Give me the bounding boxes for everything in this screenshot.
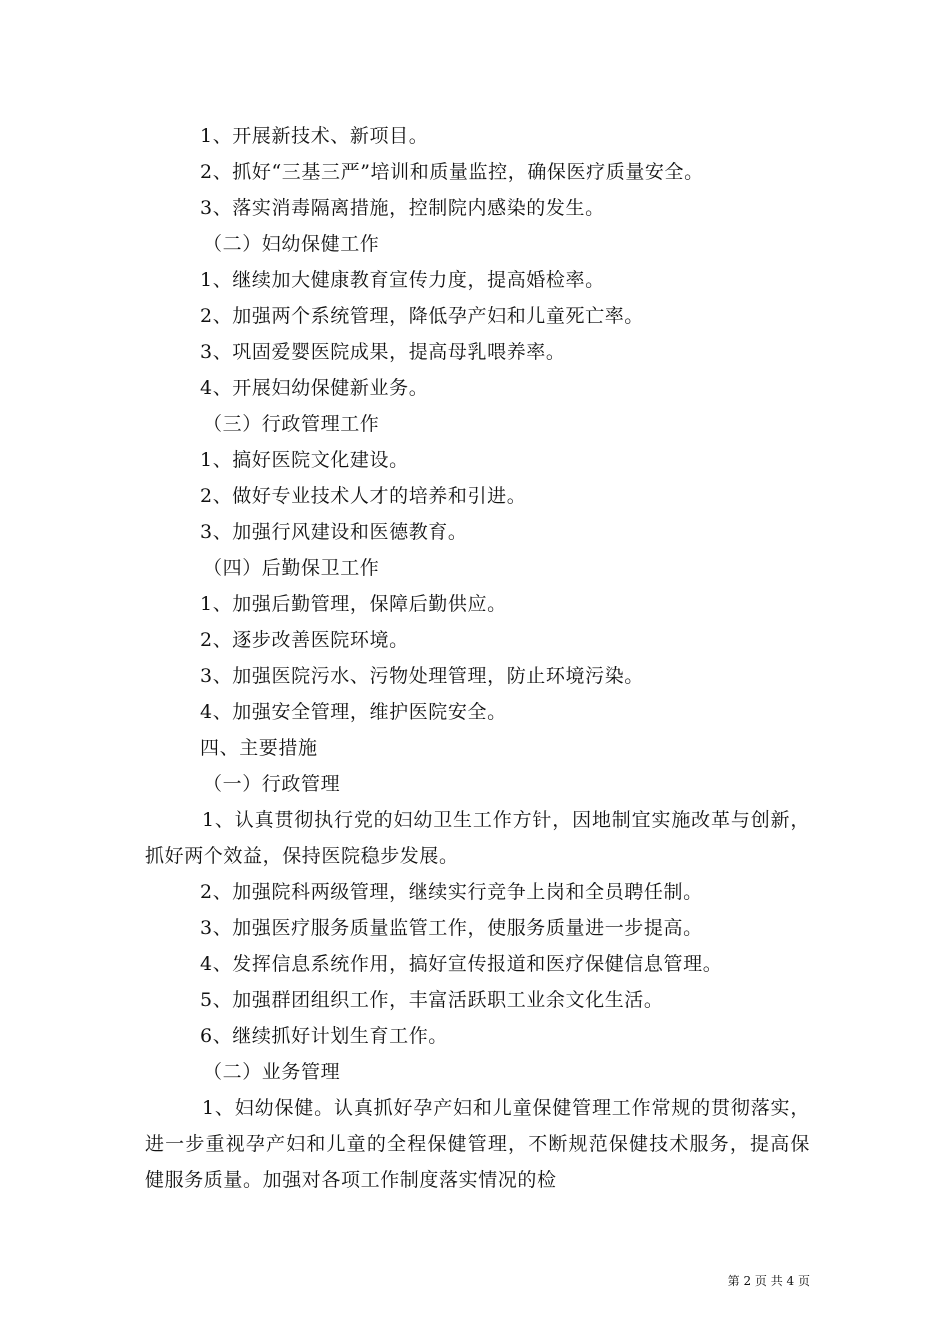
list-item: 3、加强行风建设和医德教育。 <box>200 521 468 543</box>
list-item: 6、继续抓好计划生育工作。 <box>200 1025 448 1047</box>
list-item: 5、加强群团组织工作，丰富活跃职工业余文化生活。 <box>200 989 664 1011</box>
paragraph: 1、妇幼保健。认真抓好孕产妇和儿童保健管理工作常规的贯彻落实，进一步重视孕产妇和儿童的全程保健管理，不断规范保健技术服务，提高保健服务质量。加强对各项工作制度落实情况的检 <box>145 1097 810 1191</box>
list-item: 2、加强院科两级管理，继续实行竞争上岗和全员聘任制。 <box>200 881 703 903</box>
list-item: 3、落实消毒隔离措施，控制院内感染的发生。 <box>200 197 605 219</box>
list-item: 4、发挥信息系统作用，搞好宣传报道和医疗保健信息管理。 <box>200 953 723 975</box>
paragraph: 1、认真贯彻执行党的妇幼卫生工作方针，因地制宜实施改革与创新，抓好两个效益，保持医院稳步发展。 <box>145 809 810 867</box>
list-item: 2、做好专业技术人才的培养和引进。 <box>200 485 527 507</box>
list-item: 2、加强两个系统管理，降低孕产妇和儿童死亡率。 <box>200 305 644 327</box>
section-heading: （三）行政管理工作 <box>203 413 380 435</box>
section-heading: （二）妇幼保健工作 <box>203 233 380 255</box>
list-item: 4、加强安全管理，维护医院安全。 <box>200 701 507 723</box>
list-item: 3、巩固爱婴医院成果，提高母乳喂养率。 <box>200 341 566 363</box>
document-body <box>145 118 810 1198</box>
list-item: 1、继续加大健康教育宣传力度，提高婚检率。 <box>200 269 605 291</box>
list-item: 2、抓好“三基三严”培训和质量监控，确保医疗质量安全。 <box>200 161 704 183</box>
list-item: 4、开展妇幼保健新业务。 <box>200 377 429 399</box>
section-heading: （一）行政管理 <box>203 773 341 795</box>
section-heading: （四）后勤保卫工作 <box>203 557 380 579</box>
list-item: 3、加强医疗服务质量监管工作，使服务质量进一步提高。 <box>200 917 703 939</box>
list-item: 3、加强医院污水、污物处理管理，防止环境污染。 <box>200 665 644 687</box>
page-number-footer: 第 2 页 共 4 页 <box>727 1274 810 1288</box>
list-item: 1、加强后勤管理，保障后勤供应。 <box>200 593 507 615</box>
chapter-heading: 四、主要措施 <box>200 737 318 759</box>
list-item: 1、搞好医院文化建设。 <box>200 449 409 471</box>
list-item: 2、逐步改善医院环境。 <box>200 629 409 651</box>
list-item: 1、开展新技术、新项目。 <box>200 125 429 147</box>
section-heading: （二）业务管理 <box>203 1061 341 1083</box>
